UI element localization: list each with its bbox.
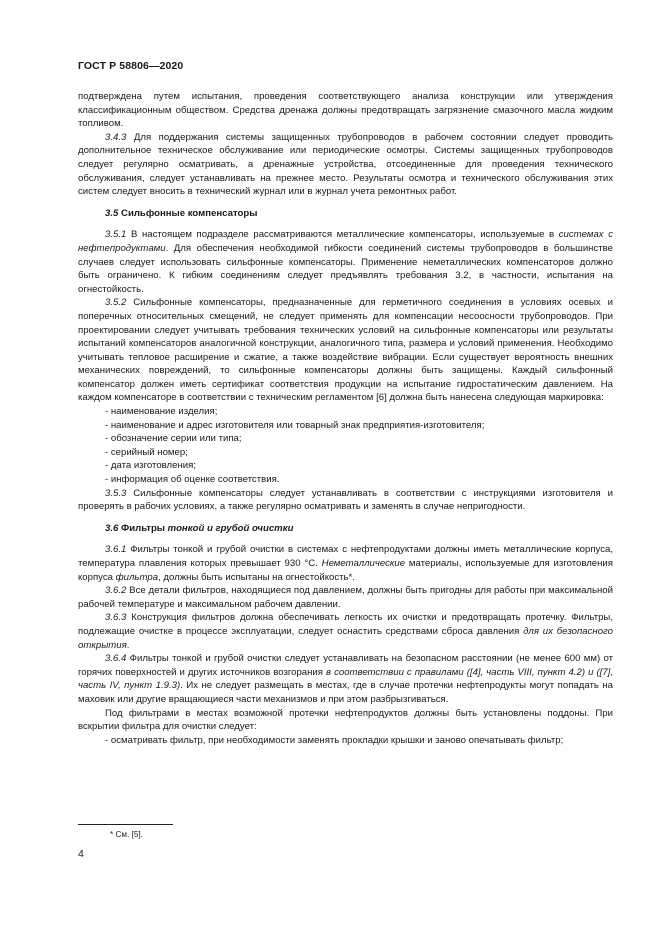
section-heading-3-5 xyxy=(78,207,613,221)
list-item: - информация об оценке соответствия. xyxy=(105,474,280,486)
paragraph-3-6-2 xyxy=(78,584,613,611)
section-heading-3-6 xyxy=(78,522,613,536)
clause-number: 3.5.3 xyxy=(105,487,127,499)
paragraph-3-5-1 xyxy=(78,228,613,296)
paragraph-text: Фильтры тонкой и грубой очистки следует устанавливать на безопасном расстоянии (не менее 600 мм) от горячих поверхностей и других источников возгорания xyxy=(78,653,613,678)
clause-number: 3.6.1 xyxy=(105,544,127,556)
paragraph-3-5-3 xyxy=(78,487,613,514)
paragraph-text: Фильтры тонкой и грубой очистки в системах с нефтепродуктами должны иметь металлические корпуса, температура плавления которых превышает 930 °С. xyxy=(78,544,613,569)
list-item: - дата изготовления; xyxy=(105,460,196,472)
paragraph-text: Конструкция фильтров должна обеспечивать легкость их очистки и предотвращать протечку. Фильтры, подлежащие очистке в процессе эксплуатации, следует оснастить средствами сброса давления xyxy=(78,612,613,637)
clause-number: 3.5.2 xyxy=(105,297,127,309)
list-item: - обозначение серии или типа; xyxy=(105,433,242,445)
list-item: - наименование изделия; xyxy=(105,406,218,418)
paragraph-continuation: подтверждена путем испытания, проведения соответствующего анализа конструкции или утверждения классификационным обществом. Средства дренажа должны предотвращать загрязнение смазочного масла жидким топливом. xyxy=(78,91,613,130)
paragraph-text: . xyxy=(126,639,130,651)
section-title-italic: тонкой и грубой очистки xyxy=(167,522,294,534)
paragraph-3-4-3 xyxy=(78,131,613,199)
section-title: Фильтры xyxy=(118,522,168,534)
clause-number: 3.4.3 xyxy=(105,131,127,143)
clause-number: 3.5.1 xyxy=(105,229,127,241)
paragraph-3-6-3 xyxy=(78,611,613,652)
paragraph-text: , должны быть испытаны на огнестойкость*. xyxy=(158,571,355,583)
list-item: - серийный номер; xyxy=(105,446,188,458)
paragraph-3-6-4 xyxy=(78,652,613,706)
standard-header: ГОСТ Р 58806—2020 xyxy=(78,60,184,72)
paragraph-text: . Их не следует размещать в местах, где в случае протечки нефтепродукты могут попадать на маховик или другие вращающиеся части механизмов и при этом разбрызгиваться. xyxy=(78,680,613,705)
section-number: 3.6 xyxy=(105,522,119,534)
paragraph-filter-inspection: - осматривать фильтр, при необходимости заменять прокладки крышки и заново опечатывать фильтр; xyxy=(105,734,564,746)
paragraph-3-5-2 xyxy=(78,296,613,405)
paragraph-text: . Для обеспечения необходимой гибкости соединений системы трубопроводов в большинстве случаев следует использовать сильфонные компенсаторы. Применение неметаллических компенсаторов должно быть ограничено. К гибким соединениям следует предъявлять требования 3.2, в частности, испытания на огнестойкость. xyxy=(78,242,613,295)
italic-reference: в соответствии с правилами ([4], часть VIII, пункт 4.2) и ([7], часть IV, пункт 1.9.3) xyxy=(78,666,614,692)
paragraph-drip-trays: Под фильтрами в местах возможной протечки нефтепродуктов должны быть установлены поддоны. При вскрытии фильтра для очистки следует: xyxy=(78,707,613,733)
clause-number: 3.6.3 xyxy=(105,612,127,624)
section-number: 3.5 xyxy=(105,207,119,219)
clause-number: 3.6.2 xyxy=(105,585,127,597)
paragraph-text: Все детали фильтров, находящиеся под давлением, должны быть пригодны для работы при максимальной рабочей температуре и максимальном рабочем давлении. xyxy=(78,585,613,610)
list-item: - наименование и адрес изготовителя или товарный знак предприятия-изготовителя; xyxy=(105,419,485,431)
paragraph-text: В настоящем подразделе рассматриваются металлические компенсаторы, используемые в xyxy=(126,229,559,241)
page-number: 4 xyxy=(78,848,84,860)
paragraph-text: материалы, используемые для изготовления корпуса xyxy=(78,558,613,583)
document-body xyxy=(78,90,613,747)
paragraph-text: Сильфонные компенсаторы следует устанавливать в соответствии с инструкциями изготовителя и проверять в рабочих условиях, а также регулярно осматривать и заменять в случае непригодности. xyxy=(78,487,613,513)
italic-term: для их безопасного открытия xyxy=(78,625,613,651)
paragraph-3-6-1 xyxy=(78,543,613,584)
paragraph-text: Для поддержания системы защищенных трубопроводов в рабочем состоянии следует проводить дополнительное техническое обслуживание или периодические осмотры. Системы защищенных трубопроводов следует регулярно осматривать, а дренажные устройства, отсоединенные для проведения технического обслуживания, следует устанавливать на прежнее место. Результаты осмотра и технического обслуживания этих систем следует вносить в технический журнал или в журнал учета ремонтных работ. xyxy=(78,131,613,198)
paragraph-text: Сильфонные компенсаторы, предназначенные для герметичного соединения в условиях осевых и поперечных относительных смещений, не следует применять для компенсации несоосности трубопроводов. При проектировании следует учитывать требования технических условий на сильфонные компенсаторы или результаты испытаний компенсаторов аналогичной конструкции, аналогичного типа, размера и условий применения. Необходимо учитывать тепловое расширение и сжатие, а также воздействие вибрации. Если существует вероятность внешних механических повреждений, то сильфонные компенсаторы должны быть защищены. Каждый сильфонный компенсатор должен иметь сертификат соответствия продукции на испытание гидростатическим давлением. На каждом компенсаторе в соответствии с техническим регламентом [6] должна быть нанесена следующая маркировка: xyxy=(78,297,613,404)
footnote: * См. [5]. xyxy=(110,830,143,839)
footnote-divider xyxy=(78,824,173,825)
clause-number: 3.6.4 xyxy=(105,653,127,665)
italic-term: системах с нефтепродуктами xyxy=(78,229,614,254)
section-title: Сильфонные компенсаторы xyxy=(118,207,258,219)
italic-term: Неметаллические xyxy=(321,558,406,569)
italic-term: фильтра xyxy=(115,571,159,583)
